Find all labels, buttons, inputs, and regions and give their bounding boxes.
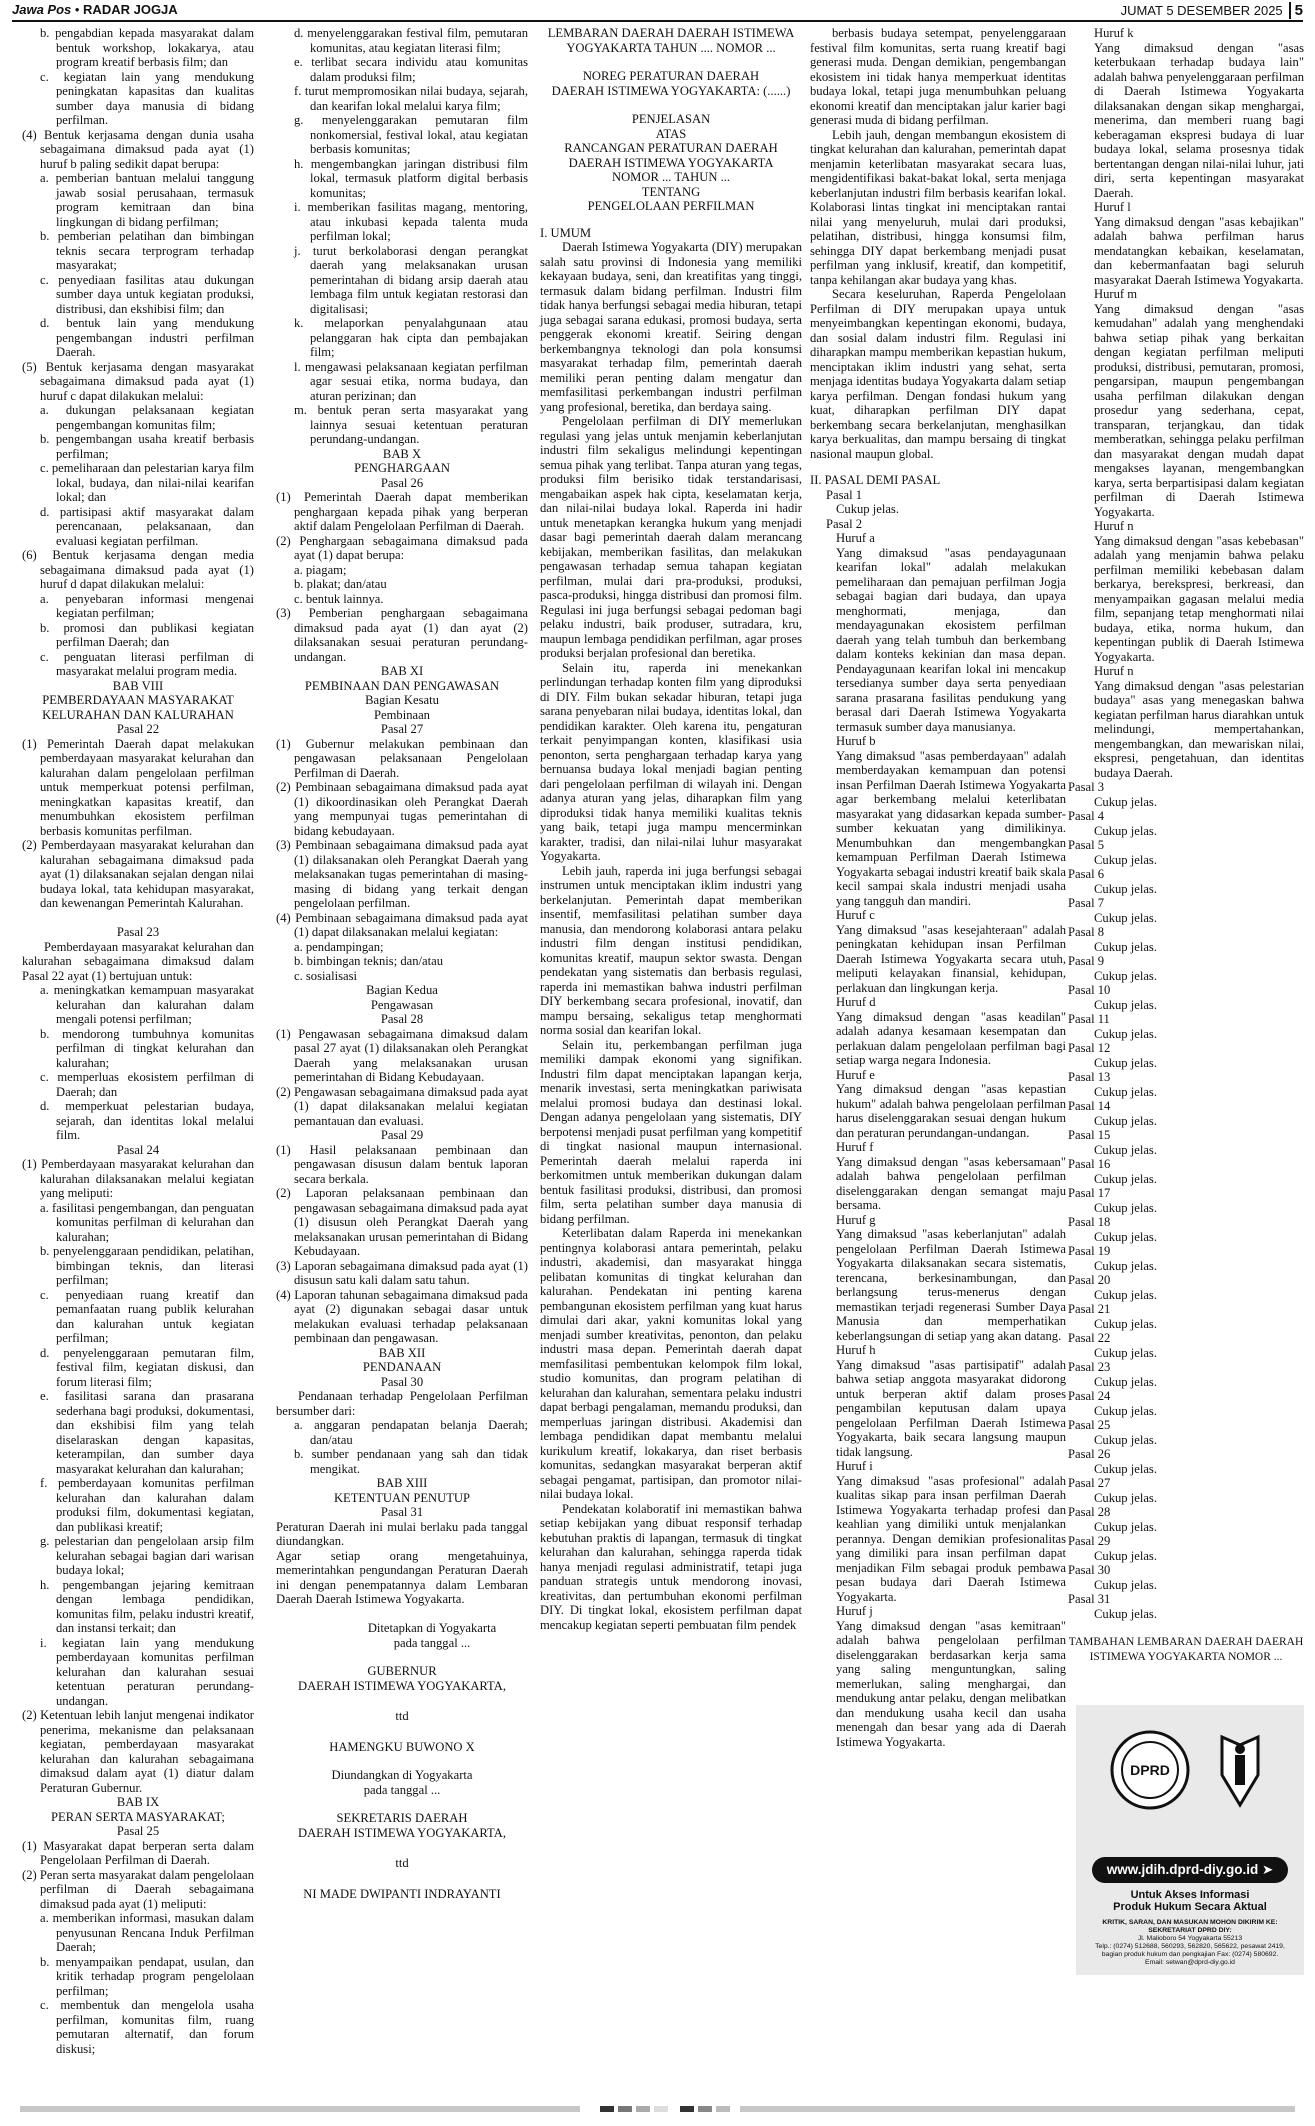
article-explanation: Yang dimaksud dengan "asas pelestarian budaya" asas yang menegaskan bahwa kegiatan perfilman harus diarahkan untuk melindungi, mempertahankan, mengembangkan, dan mewariskan nilai, ekspresi, pengetahuan, dan identitas budaya Daerah. [1094,678,1304,780]
dprd-logo-emblems [1102,1725,1282,1815]
footer-bar-segment [20,2106,580,2112]
article-explanation: Yang dimaksud dengan "asas kepastian hukum" adalah bahwa pengelolaan perfilman harus diselenggarakan sesuai dengan hukum dan peraturan perundangan-undangan. [836,1082,1066,1140]
signature-line: ttd [395,1856,409,1870]
chapter-heading: Pasal 22 [116,722,160,736]
explanation-title: NOMOR ... TAHUN ... [611,170,731,184]
column-2 [276,26,528,1907]
explanation-paragraph: Secara keseluruhan, Raperda Pengelolaan Perfilman di DIY merupakan upaya untuk menyeimbangkan kepentingan ekonomi, budaya, dan sosial dalam industri film. Regulasi ini diharapkan mampu memberikan kepastian hukum, menciptakan iklim industri yang sehat, serta menjaga identitas budaya Yogyakarta dalam setiap karya perfilman. Dengan fondasi hukum yang kuat, diharapkan perfilman DIY dapat berkembang secara berkelanjutan, menghasilkan karya berkualitas, dan mampu bersaing di tingkat nasional maupun global. [810,287,1066,461]
article-explanation: Cukup jelas. [1094,1084,1157,1099]
section-heading: I. UMUM [540,225,592,240]
explanation-title: DAERAH ISTIMEWA YOGYAKARTA: (......) [551,83,791,98]
article-explanation: Yang dimaksud "asas pemberdayaan" adalah memberdayakan kemampuan dan potensi insan Perfilman Daerah Istimewa Yogyakarta agar berkembang melalui keterlibatan masyarakat yang didasarkan kepada sumber-sumber kekuatan yang dimilikinya. Menumbuhkan dan mengembangkan kemampuan Perfilman Daerah Istimewa Yogyakarta sebagai industri kreatif baik skala kecil sampai skala industri menjadi usaha yang tangguh dan mandiri. [836,748,1066,908]
article-heading: Pasal 27 [1068,1476,1111,1490]
article-explanation: Yang dimaksud "asas kesejahteraan" adalah peningkatan kehidupan insan Perfilman Daerah Istimewa Yogyakarta secara utuh, meliputi kelayakan finansial, kehidupan, perlakuan dan lingkungan kerja. [836,922,1066,995]
article-explanation: Huruf l [1094,200,1131,214]
article-paragraph: b. bimbingan teknis; dan/atau [294,954,443,968]
article-heading: Pasal 28 [1068,1505,1111,1519]
article-heading: Pasal 21 [1068,1302,1111,1316]
article-paragraph: g. pelestarian dan pengelolaan arsip film kelurahan sebagai bagian dari warisan budaya lokal; [40,1534,254,1577]
article-paragraph: c. membentuk dan mengelola usaha perfilman, komunitas film, ruang pemutaran alternatif, dan forum diskusi; [40,1998,254,2056]
explanation-paragraph: Selain itu, perkembangan perfilman juga memiliki dampak ekonomi yang signifikan. Industri film dapat menciptakan lapangan kerja, menarik investasi, serta meningkatkan pariwisata melalui promosi budaya dan destinasi lokal. Dengan adanya pengelolaan yang sistematis, DIY berpotensi menjadi pusat perfilman yang kompetitif di tingkat nasional maupun internasional. Pemerintah daerah melalui raperda ini berkomitmen untuk memberikan dukungan dalam bentuk fasilitasi produksi, distribusi, dan promosi film, serta pelatihan sumber daya manusia di bidang perfilman. [540,1037,802,1226]
article-paragraph: i. memberikan fasilitas magang, mentoring, atau inkubasi kepada talenta muda perfilman lokal; [294,200,528,243]
article-heading: Pasal 5 [1068,838,1105,852]
article-paragraph: (5) Bentuk kerjasama dengan masyarakat sebagaimana dimaksud pada ayat (1) huruf c dapat dilakukan melalui: [22,359,254,403]
article-paragraph: (1) Pemerintah Daerah dapat memberikan penghargaan kepada pihak yang berperan aktif dalam Pengelolaan Perfilman di Daerah. [276,490,528,533]
article-explanation: Cukup jelas. [1094,1519,1157,1534]
section-heading: Pengawasan [370,997,434,1012]
explanation-paragraph: Keterlibatan dalam Raperda ini menekankan pentingnya kolaborasi antara pemerintah, pelaku industri, akademisi, dan masyarakat hingga pelibatan komunitas di tingkat kelurahan dan kalurahan. Pendekatan ini penting karena pembangunan ekosistem perfilman yang kuat harus dimulai dari akar, yakni komunitas lokal yang menjadi sumber kreativitas, penonton, dan pelaku industri masa depan. Pemerintah daerah dapat memfasilitasi pembentukan kelompok film lokal, studio komunitas, dan program pelatihan di kelurahan dan kalurahan, sementara pelaku industri dapat berbagi pengalaman, memandu produksi, dan memperluas jaringan distribusi. Akademisi dan lembaga pendidikan dapat membantu melalui kurikulum kreatif, lokakarya, dan riset berbasis komunitas, sedangkan masyarakat berperan aktif sebagai pengamat, partisipan, dan promotor nilai-nilai budaya lokal. [540,1226,802,1501]
article-heading: Pasal 15 [1068,1128,1111,1142]
article-paragraph: d. penyelenggaraan pemutaran film, festival film, kegiatan diskusi, dan forum literasi film; [40,1345,254,1389]
issue-date: JUMAT 5 DESEMBER 2025 [1120,3,1283,18]
article-paragraph: a. fasilitasi pengembangan, dan penguatan komunitas perfilman di kelurahan dan kalurahan; [40,1200,254,1244]
section-heading: Pasal 28 [380,1012,424,1026]
column-5 [1068,26,1304,1664]
signature-line: pada tanggal ... [363,1782,441,1797]
article-paragraph: g. menyelenggarakan pemutaran film nonkomersial, festival lokal, atau kegiatan berbasis komunitas; [294,113,528,156]
article-paragraph: (1) Pemberdayaan masyarakat kelurahan dan kalurahan dilaksanakan melalui kegiatan yang meliputi: [22,1157,254,1200]
article-paragraph: (3) Pemberian penghargaan sebagaimana dimaksud pada ayat (1) dan ayat (2) dilaksanakan sesuai peraturan perundang-undangan. [276,606,528,664]
article-explanation: Yang dimaksud "asas keberlanjutan" adalah pengelolaan Perfilman Daerah Istimewa Yogyakarta dilaksanakan secara sistematis, terencana, berkesinambungan, dan berlangsung terus-menerus dengan memastikan terjadi regenerasi Sumber Daya Manusia dan memperhatikan keberlangsungan di setiap yang akan datang. [836,1227,1066,1343]
article-paragraph: Pendanaan terhadap Pengelolaan Perfilman bersumber dari: [276,1389,528,1418]
article-paragraph: (1) Pemerintah Daerah dapat melakukan pemberdayaan masyarakat kelurahan dan kalurahan dalam pengelolaan perfilman untuk memperkuat potensi perfilman, meningkatkan kapasitas kreatif, dan menumbuhkan ekosistem perfilman berbasis komunitas perfilman. [22,736,254,838]
article-paragraph: Agar setiap orang mengetahuinya, memerintahkan pengundangan Peraturan Daerah ini dengan penempatannya dalam Lembaran Daerah Daerah Istimewa Yogyakarta. [276,1548,528,1606]
article-explanation: Yang dimaksud dengan "asas kemudahan" adalah yang menghendaki bahwa setiap pihak yang berkaitan dengan kegiatan perfilman meliputi produksi, distribusi, pemutaran, promosi, pengarsipan, maupun pengembangan usaha perfilman dilakukan dengan prosedur yang sederhana, cepat, transparan, terjangkau, dan tidak memberatkan, sehingga pelaku perfilman dan masyarakat dengan mudah dapat mengakses layanan, mengembangkan karya, serta berpartisipasi dalam kegiatan perfilman di Daerah Istimewa Yogyakarta. [1094,301,1304,519]
column-4 [810,26,1066,1749]
footer-bar-segment [680,2106,694,2112]
article-explanation: Cukup jelas. [1094,1403,1157,1418]
article-paragraph: (4) Bentuk kerjasama dengan dunia usaha sebagaimana dimaksud pada ayat (1) huruf b paling sedikit dapat berupa: [22,127,254,171]
article-explanation: Pasal 2 [826,516,863,531]
article-paragraph: (1) Masyarakat dapat berperan serta dalam Pengelolaan Perfilman di Daerah. [22,1838,254,1867]
article-paragraph: b. pengembangan usaha kreatif berbasis perfilman; [40,432,254,461]
article-explanation: Cukup jelas. [1094,1229,1157,1244]
explanation-title: NOREG PERATURAN DAERAH [582,69,760,83]
article-explanation: Yang dimaksud dengan "asas keterbukaan terhadap budaya lain" adalah bahwa penyelenggaraan perfilman di Daerah Istimewa Yogyakarta dilaksanakan dengan sikap menghargai, menerima, dan memberi ruang bagi keberagaman ekspresi budaya di luar budaya lokal, selama prosesnya tidak bertentangan dengan nilai-nilai luhur, jati diri, serta kepentingan masyarakat Daerah. [1094,40,1304,200]
article-explanation: Cukup jelas. [1094,1142,1157,1157]
article-heading: Pasal 31 [1068,1592,1111,1606]
article-heading: Pasal 24 [116,1142,160,1157]
explanation-title: PENGELOLAAN PERFILMAN [587,199,755,213]
explanation-paragraph: Pendekatan kolaboratif ini memastikan bahwa setiap kebijakan yang dibuat responsif terhadap kebutuhan praktis di lapangan, termasuk di tingkat kelurahan dan kalurahan, sehingga raperda tidak hanya menjadi regulasi administratif, tetapi juga panduan strategis untuk mendorong inovasi, kreativitas, dan pertumbuhan ekonomi perfilman DIY. Di tingkat lokal, ekosistem perfilman dapat mencakup kegiatan seperti pembuatan film pendek [540,1501,802,1632]
ad-contact-info: KRITIK, SARAN, DAN MASUKAN MOHON DIKIRIM KE: SEKRETARIAT DPRD DIY: Jl. Malioboro 54 Yogyakarta 55213 Telp.: (0274) 512688, 560293, 562820, 565622, pesawat 2419, bagian produk hukum dan pengkajian Fax: (0274) 580692. Email: setwan@dprd-diy.go.id [1095,1919,1285,1966]
article-heading: Pasal 3 [1068,780,1105,794]
explanation-paragraph: Pengelolaan perfilman di DIY memerlukan regulasi yang jelas untuk menjamin keberlanjutan industri film sekaligus melindungi kepentingan semua pihak yang terlibat. Tanpa aturan yang tegas, produksi film berisiko tidak terstandarisasi, mengabaikan aspek hak cipta, keselamatan kerja, dan nilai-nilai budaya lokal. Raperda ini hadir untuk menetapkan kerangka hukum yang menjadi dasar bagi pemerintah daerah dalam merancang kebijakan, memberikan fasilitas, dan melakukan pengawasan terhadap semua tahapan kegiatan perfilman, mulai dari pra-produksi, produksi, pasca-produksi, hingga distribusi dan promosi film. Regulasi ini juga berfungsi sebagai pedoman bagi pelaku industri, baik produser, sutradara, kru, maupun lembaga pendidikan perfilman, agar proses produksi berjalan profesional dan beretika. [540,414,802,660]
article-heading: Pasal 20 [1068,1273,1111,1287]
article-heading: Pasal 23 [116,925,160,939]
article-heading: Pasal 22 [1068,1331,1111,1345]
chapter-heading: BAB VIII [112,678,164,693]
explanation-title: LEMBARAN DAERAH DAERAH ISTIMEWA [547,26,795,40]
article-heading: Pasal 14 [1068,1099,1111,1113]
article-heading: Pasal 11 [1068,1012,1110,1026]
article-explanation: Huruf i [836,1459,873,1473]
signature-line: HAMENGKU BUWONO X [329,1739,475,1754]
article-paragraph: a. penyebaran informasi mengenai kegiatan perfilman; [40,591,254,620]
chapter-heading: PENDANAAN [362,1360,442,1374]
article-explanation: Yang dimaksud dengan "asas kebebasan" adalah yang menjamin bahwa pelaku perfilman memiliki kebebasan dalam berkarya, berekspresi, berkreasi, dan menyampaikan gagasan melalui media film, sepanjang tetap menghormati nilai budaya, etika, norma hukum, dan kepentingan publik di Daerah Istimewa Yogyakarta. [1094,533,1304,664]
article-explanation: Huruf a [836,531,875,545]
explanation-title: DAERAH ISTIMEWA YOGYAKARTA [568,155,774,170]
signature-line: DAERAH ISTIMEWA YOGYAKARTA, [297,1825,506,1840]
explanation-title: TENTANG [641,184,701,199]
article-explanation: Huruf n [1094,664,1134,678]
article-heading: Pasal 23 [1068,1360,1111,1374]
article-explanation: Huruf n [1094,519,1134,533]
signature-line: ttd [395,1709,409,1723]
jdih-url-link[interactable]: www.jdih.dprd-diy.go.id ➤ [1092,1857,1288,1883]
article-paragraph: c. penyediaan ruang kreatif dan pemanfaatan ruang publik kelurahan dan kalurahan untuk kegiatan perfilman; [40,1287,254,1345]
article-explanation: Yang dimaksud dengan "asas kebersamaan" adalah bahwa pengelolaan perfilman diselenggarakan dengan semangat maju bersama. [836,1154,1066,1212]
chapter-heading: KETENTUAN PENUTUP [333,1490,471,1505]
article-paragraph: c. penyediaan fasilitas atau dukungan sumber daya untuk kegiatan produksi, distribusi, dan ekshibisi film; dan [40,272,254,316]
article-explanation: Huruf g [836,1212,876,1227]
article-paragraph: a. pendampingan; [294,939,384,954]
article-paragraph: (2) Ketentuan lebih lanjut mengenai indikator penerima, mekanisme dan pelaksanaan kegiatan, pemberdayaan masyarakat kelurahan dan kalurahan sebagaimana dimaksud dalam ayat (1) diatur dalam Peraturan Gubernur. [22,1708,254,1795]
signature-line: Diundangkan di Yogyakarta [331,1768,473,1782]
article-heading: Pasal 7 [1068,896,1105,910]
article-heading: Pasal 6 [1068,867,1105,881]
chapter-heading: PERAN SERTA MASYARAKAT; [51,1809,225,1824]
signature-line: DAERAH ISTIMEWA YOGYAKARTA, [297,1678,506,1693]
article-paragraph: b. menyampaikan pendapat, usulan, dan kritik terhadap program pengelolaan perfilman; [40,1954,254,1998]
explanation-title: ATAS [655,126,687,141]
article-heading: Pasal 25 [1068,1418,1111,1432]
article-paragraph: m. bentuk peran serta masyarakat yang lainnya sesuai ketentuan peraturan perundang-undangan. [294,403,528,446]
article-explanation: Huruf m [1094,287,1138,301]
article-paragraph: e. fasilitasi sarana dan prasarana sederhana bagi produksi, dokumentasi, dan ekshibisi film yang telah diselaraskan dengan kapasitas, keterampilan, dan sumber daya masyarakat kelurahan dan kalurahan; [40,1389,254,1476]
article-paragraph: (2) Laporan pelaksanaan pembinaan dan pengawasan sebagaimana dimaksud pada ayat (1) disusun oleh Perangkat Daerah yang melaksanakan urusan pemerintahan di Bidang Kebudayaan. [276,1186,528,1258]
article-heading: Pasal 24 [1068,1389,1111,1403]
chapter-heading: Bagian Kesatu [365,693,439,707]
dprd-logo-text: DPRD [1130,1762,1170,1778]
article-explanation: Cukup jelas. [1094,1606,1157,1621]
article-explanation: Cukup jelas. [1094,1026,1157,1041]
article-paragraph: i. kegiatan lain yang mendukung pemberdayaan komunitas perfilman kelurahan dan kalurahan sesuai ketentuan peraturan perundang-undangan. [40,1635,254,1708]
article-heading: Pasal 19 [1068,1244,1111,1258]
chapter-heading: BAB XI [380,664,424,678]
article-paragraph: (2) Pembinaan sebagaimana dimaksud pada ayat (1) dikoordinasikan oleh Perangkat Daerah yang mempunyai tugas pemerintahan di bidang kebudayaan. [276,780,528,838]
article-explanation: Cukup jelas. [1094,1200,1157,1215]
article-paragraph: (4) Pembinaan sebagaimana dimaksud pada ayat (1) dapat dilaksanakan melalui kegiatan: [276,910,528,939]
article-heading: Pasal 4 [1068,809,1105,823]
article-heading: Pasal 29 [1068,1534,1111,1548]
chapter-heading: Pasal 25 [116,1824,160,1838]
article-explanation: Yang dimaksud "asas pendayagunaan kearifan lokal" adalah melakukan pemeliharaan dan pemajuan perfilman Jogja sebagai bagian dari budaya, dan upaya menghormati, menjaga, dan mendayagunakan ekosistem perfilman daerah yang telah tumbuh dan berkembang dalam konteks kekinian dan masa depan. Pendayagunaan kearifan lokal ini mencakup tersedianya sumber daya serta penyediaan sarana prasarana fasilitas pendukung yang berasal dari Daerah Istimewa Yogyakarta termasuk sumber daya manusianya. [836,545,1066,734]
article-explanation: Cukup jelas. [836,502,899,516]
article-heading: Pasal 18 [1068,1215,1111,1229]
article-explanation: Cukup jelas. [1094,997,1157,1012]
article-heading: Pasal 12 [1068,1041,1111,1055]
footer-bar-segment [698,2106,712,2112]
article-paragraph: (2) Peran serta masyarakat dalam pengelolaan perfilman di Daerah sebagaimana dimaksud pada ayat (1) meliputi: [22,1867,254,1911]
article-explanation: Huruf b [836,734,876,748]
article-explanation: Huruf j [836,1604,873,1618]
page-number: 5 [1289,2,1303,19]
article-paragraph: a. piagam; [294,562,347,577]
signature-line: GUBERNUR [367,1664,437,1678]
article-paragraph: h. pengembangan jejaring kemitraan dengan lembaga pendidikan, komunitas film, pelaku industri kreatif, dan instansi terkait; dan [40,1577,254,1635]
article-paragraph: e. terlibat secara individu atau komunitas dalam produksi film; [294,55,528,84]
chapter-heading: BAB XII [378,1345,426,1360]
article-paragraph: (3) Pembinaan sebagaimana dimaksud pada ayat (1) dilaksanakan oleh Perangkat Daerah yang melaksanakan tugas pemerintahan di masing-masing di bidang yang terkait dengan pengelolaan perfilman. [276,838,528,910]
article-explanation: Cukup jelas. [1094,1577,1157,1592]
supplement-title: TAMBAHAN LEMBARAN DAERAH DAERAH ISTIMEWA YOGYAKARTA NOMOR ... [1068,1636,1304,1663]
chapter-heading: BAB XIII [376,1476,428,1490]
article-heading: Pasal 17 [1068,1186,1111,1200]
article-paragraph: d. bentuk lain yang mendukung pengembangan industri perfilman Daerah. [40,316,254,359]
article-heading: Pasal 29 [380,1128,424,1142]
footer-bar-segment [740,2106,1295,2112]
article-paragraph: b. plakat; dan/atau [294,577,387,591]
explanation-paragraph: Selain itu, raperda ini menekankan perlindungan terhadap konten film yang diproduksi di DIY. Film bukan sekadar hiburan, tetapi juga sarana penyebaran nilai budaya, identitas lokal, dan pendidikan karakter. Oleh karena itu, pengaturan terkait penyimpangan konten, klasifikasi usia penonton, serta penghargaan terhadap karya yang bernuansa budaya lokal menjadi bagian penting dari pengelolaan perfilman di wilayah ini. Dengan adanya aturan yang jelas, diharapkan film yang diproduksi tidak hanya memiliki kualitas teknis yang baik, tetapi juga mampu mencerminkan karakter, tradisi, dan nilai-nilai luhur masyarakat Yogyakarta. [540,660,802,863]
article-heading: Pasal 30 [1068,1563,1111,1577]
chapter-heading: Pasal 31 [380,1505,424,1519]
article-explanation: Cukup jelas. [1094,852,1157,867]
chapter-heading: BAB X [382,446,422,461]
article-explanation: Yang dimaksud "asas profesional" adalah kualitas sikap para insan perfilman Daerah Istimewa Yogyakarta terhadap profesi dan keahlian yang dimiliki untuk menjalankan perannya. Dengan demikian profesionalitas yang dimiliki para insan perfilman dapat menjadikan Film sebagai produk pembawa pesan budaya dari Daerah Istimewa Yogyakarta. [836,1473,1066,1604]
article-paragraph: a. memberikan informasi, masukan dalam penyusunan Rencana Induk Perfilman Daerah; [40,1911,254,1954]
chapter-heading: PEMBERDAYAAN MASYARAKAT [42,693,234,707]
article-explanation: Huruf e [836,1067,875,1082]
article-explanation: Cukup jelas. [1094,910,1157,925]
masthead: Jawa Pos • RADAR JOGJA [12,2,178,17]
article-explanation: Cukup jelas. [1094,881,1157,896]
chapter-heading: Pasal 26 [380,475,424,490]
signature-line: pada tanggal ... [393,1635,471,1650]
section-heading: Bagian Kedua [366,983,438,997]
article-paragraph: b. promosi dan publikasi kegiatan perfilman Daerah; dan [40,620,254,649]
explanation-paragraph: Lebih jauh, dengan membangun ekosistem di tingkat kelurahan dan kalurahan, pemerintah dapat menjamin keterlibatan masyarakat secara luas, mengidentifikasi bakat-bakat lokal, serta menjaga keberlanjutan industri film berbasis kearifan lokal. Kolaborasi lintas tingkat ini menciptakan rantai nilai yang menyeluruh, mulai dari produksi, pelatihan, distribusi, hingga konsumsi film, sehingga DIY dapat berkembang menjadi pusat perfilman yang inklusif, kreatif, dan kompetitif, tanpa kehilangan akar budaya yang khas. [810,127,1066,287]
article-paragraph: (6) Bentuk kerjasama dengan media sebagaimana dimaksud pada ayat (1) huruf d dapat dilakukan melalui: [22,548,254,591]
article-paragraph: a. dukungan pelaksanaan kegiatan pengembangan komunitas film; [40,403,254,432]
explanation-title: PENJELASAN [631,112,711,126]
article-explanation: Huruf k [1094,26,1134,40]
article-explanation: Yang dimaksud dengan "asas kebajikan" adalah bahwa perfilman harus mendatangkan kebaikan, keselamatan, dan kebermanfaatan bagi seluruh masyarakat Daerah Istimewa Yogyakarta. [1094,214,1304,287]
article-heading: Pasal 10 [1068,983,1111,997]
article-explanation: Cukup jelas. [1094,1113,1157,1128]
chapter-heading: BAB IX [116,1795,160,1809]
article-paragraph: a. anggaran pendapatan belanja Daerah; dan/atau [294,1418,528,1447]
article-explanation: Pasal 1 [826,487,863,502]
article-explanation: Yang dimaksud dengan "asas keadilan" adalah adanya kesamaan kesempatan dan perlakuan dalam pengelolaan perfilman bagi setiap warga negara Indonesia. [836,1009,1066,1067]
article-paragraph: j. turut berkolaborasi dengan perangkat daerah yang melaksanakan urusan pemerintahan di bidang arsip daerah atau lembaga film untuk kegiatan restorasi dan digitalisasi; [294,243,528,316]
signature-line: NI MADE DWIPANTI INDRAYANTI [303,1886,501,1901]
article-explanation: Cukup jelas. [1094,1374,1157,1389]
article-heading: Pasal 8 [1068,925,1105,939]
page-header [12,0,1303,22]
article-paragraph: (1) Hasil pelaksanaan pembinaan dan pengawasan disusun dalam bentuk laporan secara berkala. [276,1142,528,1186]
article-paragraph: Peraturan Daerah ini mulai berlaku pada tanggal diundangkan. [276,1519,528,1548]
article-explanation: Cukup jelas. [1094,1345,1157,1360]
article-paragraph: (2) Penghargaan sebagaimana dimaksud pada ayat (1) dapat berupa: [276,533,528,562]
article-explanation: Cukup jelas. [1094,1287,1157,1302]
article-paragraph: b. pengabdian kepada masyarakat dalam bentuk workshop, lokakarya, atau program kreatif berbasis film; dan [40,26,254,69]
article-explanation: Cukup jelas. [1094,1461,1157,1476]
article-explanation: Cukup jelas. [1094,1316,1157,1331]
article-heading: Pasal 26 [1068,1447,1111,1461]
section-heading: II. PASAL DEMI PASAL [810,473,941,487]
article-explanation: Cukup jelas. [1094,1490,1157,1505]
explanation-paragraph: Lebih jauh, raperda ini juga berfungsi sebagai instrumen untuk menciptakan iklim industri yang berkelanjutan. Pemerintah dapat memberikan insentif, memfasilitasi pelatihan sumber daya manusia, dan mendorong kolaborasi antara pelaku industri film dengan institusi pendidikan, komunitas kreatif, maupun sektor swasta. Dengan pendekatan yang sistematis dan berbasis regulasi, raperda ini memastikan bahwa industri perfilman DIY berkembang secara profesional, inovatif, dan mampu bersaing, sekaligus tetap menghormati norma sosial dan kearifan lokal. [540,863,802,1037]
article-explanation: Huruf c [836,908,875,922]
article-paragraph: c. pemeliharaan dan pelestarian karya film lokal, budaya, dan nilai-nilai kearifan lokal; dan [40,461,254,504]
article-paragraph: b. mendorong tumbuhnya komunitas perfilman di tingkat kelurahan dan kalurahan; [40,1026,254,1070]
article-paragraph: (1) Pengawasan sebagaimana dimaksud dalam pasal 27 ayat (1) dilaksanakan oleh Perangkat Daerah yang melaksanakan urusan pemerintahan di Bidang Kebudayaan. [276,1026,528,1084]
chapter-heading: Pembinaan [374,707,430,722]
chapter-heading: Pasal 30 [380,1374,424,1389]
footer-bar-segment [618,2106,632,2112]
article-paragraph: c. sosialisasi [294,968,357,983]
article-paragraph: (2) Pengawasan sebagaimana dimaksud pada ayat (1) dapat dilaksanakan melalui kegiatan pemantauan dan evaluasi. [276,1084,528,1128]
article-paragraph: b. pemberian pelatihan dan bimbingan teknis secara terprogram terhadap masyarakat; [40,229,254,272]
article-paragraph: (3) Laporan sebagaimana dimaksud pada ayat (1) disusun satu kali dalam satu tahun. [276,1258,528,1287]
article-explanation: Cukup jelas. [1094,939,1157,954]
ad-tagline: Untuk Akses Informasi Produk Hukum Secara Aktual [1113,1889,1267,1913]
article-paragraph: a. pemberian bantuan melalui tanggung jawab sosial perusahaan, termasuk program kemitraan dan bina lingkungan di bidang perfilman; [40,171,254,229]
brand-name: Jawa Pos [12,2,72,17]
article-heading: Pasal 13 [1068,1070,1111,1084]
article-paragraph: (2) Pemberdayaan masyarakat kelurahan dan kalurahan sebagaimana dimaksud pada ayat (1) dilaksanakan sejalan dengan nilai budaya lokal, tata kehidupan masyarakat, dan kewenangan Pemerintah Kalurahan. [22,838,254,910]
article-explanation: Yang dimaksud dengan "asas kemitraan" adalah bahwa pengelolaan perfilman diselenggarakan berdasarkan kerja sama yang saling menguntungkan, saling memerlukan, saling menghargai, dan mendukung antar pelaku, dengan melibatkan dan mendukung usaha kecil dan usaha menengah dan besar yang ada di Daerah Istimewa Yogyakarta. [836,1618,1066,1749]
article-paragraph: c. memperluas ekosistem perfilman di Daerah; dan [40,1070,254,1099]
article-paragraph: f. turut mempromosikan nilai budaya, sejarah, dan kearifan lokal melalui karya film; [294,84,528,113]
article-explanation: Cukup jelas. [1094,823,1157,838]
article-paragraph: b. penyelenggaraan pendidikan, pelatihan, bimbingan teknis, dan literasi perfilman; [40,1244,254,1287]
chapter-heading: PEMBINAAN DAN PENGAWASAN [304,678,500,693]
footer-bar-segment [716,2106,730,2112]
article-paragraph: c. kegiatan lain yang mendukung peningkatan kapasitas dan kualitas sumber daya manusia di bidang perfilman. [40,69,254,127]
chapter-heading: KELURAHAN DAN KALURAHAN [42,707,234,722]
column-1 [22,26,254,2056]
article-paragraph: d. memperkuat pelestarian budaya, sejarah, dan identitas lokal melalui film. [40,1099,254,1142]
explanation-title: RANCANGAN PERATURAN DAERAH [564,141,778,155]
article-explanation: Huruf h [836,1343,876,1357]
explanation-title: YOGYAKARTA TAHUN .... NOMOR ... [566,40,776,55]
article-paragraph: c. penguatan literasi perfilman di masyarakat melalui program media. [40,649,254,678]
chapter-heading: Pasal 27 [380,722,424,736]
article-paragraph: k. melaporkan penyalahgunaan atau pelanggaran hak cipta dan pembajakan film; [294,316,528,359]
signature-line: SEKRETARIS DAERAH [336,1811,468,1825]
chapter-heading: PENGHARGAAN [354,461,450,475]
article-heading: Pasal 16 [1068,1157,1111,1171]
date-and-page [1121,2,1303,19]
article-explanation: Huruf f [836,1140,874,1154]
signature-line: Ditetapkan di Yogyakarta [367,1621,497,1635]
article-paragraph: (1) Gubernur melakukan pembinaan dan pengawasan pelaksanaan Pengelolaan Perfilman di Daerah. [276,736,528,780]
article-explanation: Cukup jelas. [1094,1055,1157,1070]
article-explanation: Yang dimaksud "asas partisipatif" adalah bahwa setiap anggota masyarakat didorong untuk berperan aktif dalam proses pengambilan keputusan dalam upaya pengelolaan Perfilman Daerah Istimewa Yogyakarta, baik secara langsung maupun tidak langsung. [836,1357,1066,1459]
footer-bar-segment [654,2106,668,2112]
article-explanation: Huruf d [836,995,876,1009]
article-explanation: Cukup jelas. [1094,794,1157,809]
article-explanation: Cukup jelas. [1094,1548,1157,1563]
cursor-icon: ➤ [1261,1862,1274,1877]
article-paragraph: d. partisipasi aktif masyarakat dalam perencanaan, pelaksanaan, dan evaluasi kegiatan perfilman. [40,504,254,548]
column-3 [540,26,802,1632]
article-paragraph: c. bentuk lainnya. [294,591,384,606]
article-explanation: Cukup jelas. [1094,968,1157,983]
jdih-advertisement [1076,1705,1304,1975]
article-explanation: Cukup jelas. [1094,1432,1157,1447]
article-paragraph: l. mengawasi pelaksanaan kegiatan perfilman agar sesuai etika, norma budaya, dan aturan perizinan; dan [294,359,528,403]
section-name: RADAR JOGJA [83,2,178,17]
explanation-paragraph: Daerah Istimewa Yogyakarta (DIY) merupakan salah satu provinsi di Indonesia yang memiliki kekayaan budaya, seni, dan kreatifitas yang tinggi, termasuk dalam bidang perfilman. Industri film tidak hanya berfungsi sebagai media hiburan, tetapi juga sebagai sarana edukasi, promosi budaya, serta penggerak ekonomi kreatif. Seiring dengan berkembangnya teknologi dan pola konsumsi masyarakat terhadap film, pemerintah daerah memiliki peran penting dalam mengatur dan memfasilitasi perkembangan industri perfilman yang profesional, beretika, dan berdaya saing. [540,240,802,414]
explanation-paragraph: berbasis budaya setempat, penyelenggaraan festival film komunitas, serta ruang kreatif bagi generasi muda. Dengan demikian, pengembangan ekosistem ini tidak hanya memperkuat identitas budaya lokal, tetapi juga menumbuhkan peluang ekonomi kreatif dan menciptakan jalur karier bagi generasi muda di bidang perfilman. [810,26,1066,127]
article-explanation: Cukup jelas. [1094,1258,1157,1273]
footer-bar-segment [636,2106,650,2112]
article-paragraph: Pemberdayaan masyarakat kelurahan dan kalurahan sebagaimana dimaksud dalam Pasal 22 ayat (1) bertujuan untuk: [22,939,254,983]
article-paragraph: d. menyelenggarakan festival film, pemutaran komunitas, atau kegiatan literasi film; [294,26,528,55]
article-paragraph: h. mengembangkan jaringan distribusi film lokal, termasuk platform digital berbasis komunitas; [294,156,528,200]
article-paragraph: a. meningkatkan kemampuan masyarakat kelurahan dan kalurahan dalam mengali potensi perfilman; [40,983,254,1026]
article-paragraph: (4) Laporan tahunan sebagaimana dimaksud pada ayat (2) digunakan sebagai dasar untuk melakukan evaluasi terhadap pelaksanaan pembinaan dan pengawasan. [276,1287,528,1345]
article-heading: Pasal 9 [1068,954,1105,968]
article-paragraph: f. pemberdayaan komunitas perfilman kelurahan dan kalurahan dalam produksi film, dokumentasi kegiatan, dan publikasi kreatif; [40,1476,254,1534]
footer-bar-segment [600,2106,614,2112]
article-paragraph: b. sumber pendanaan yang sah dan tidak mengikat. [294,1447,528,1476]
article-explanation: Cukup jelas. [1094,1171,1157,1186]
